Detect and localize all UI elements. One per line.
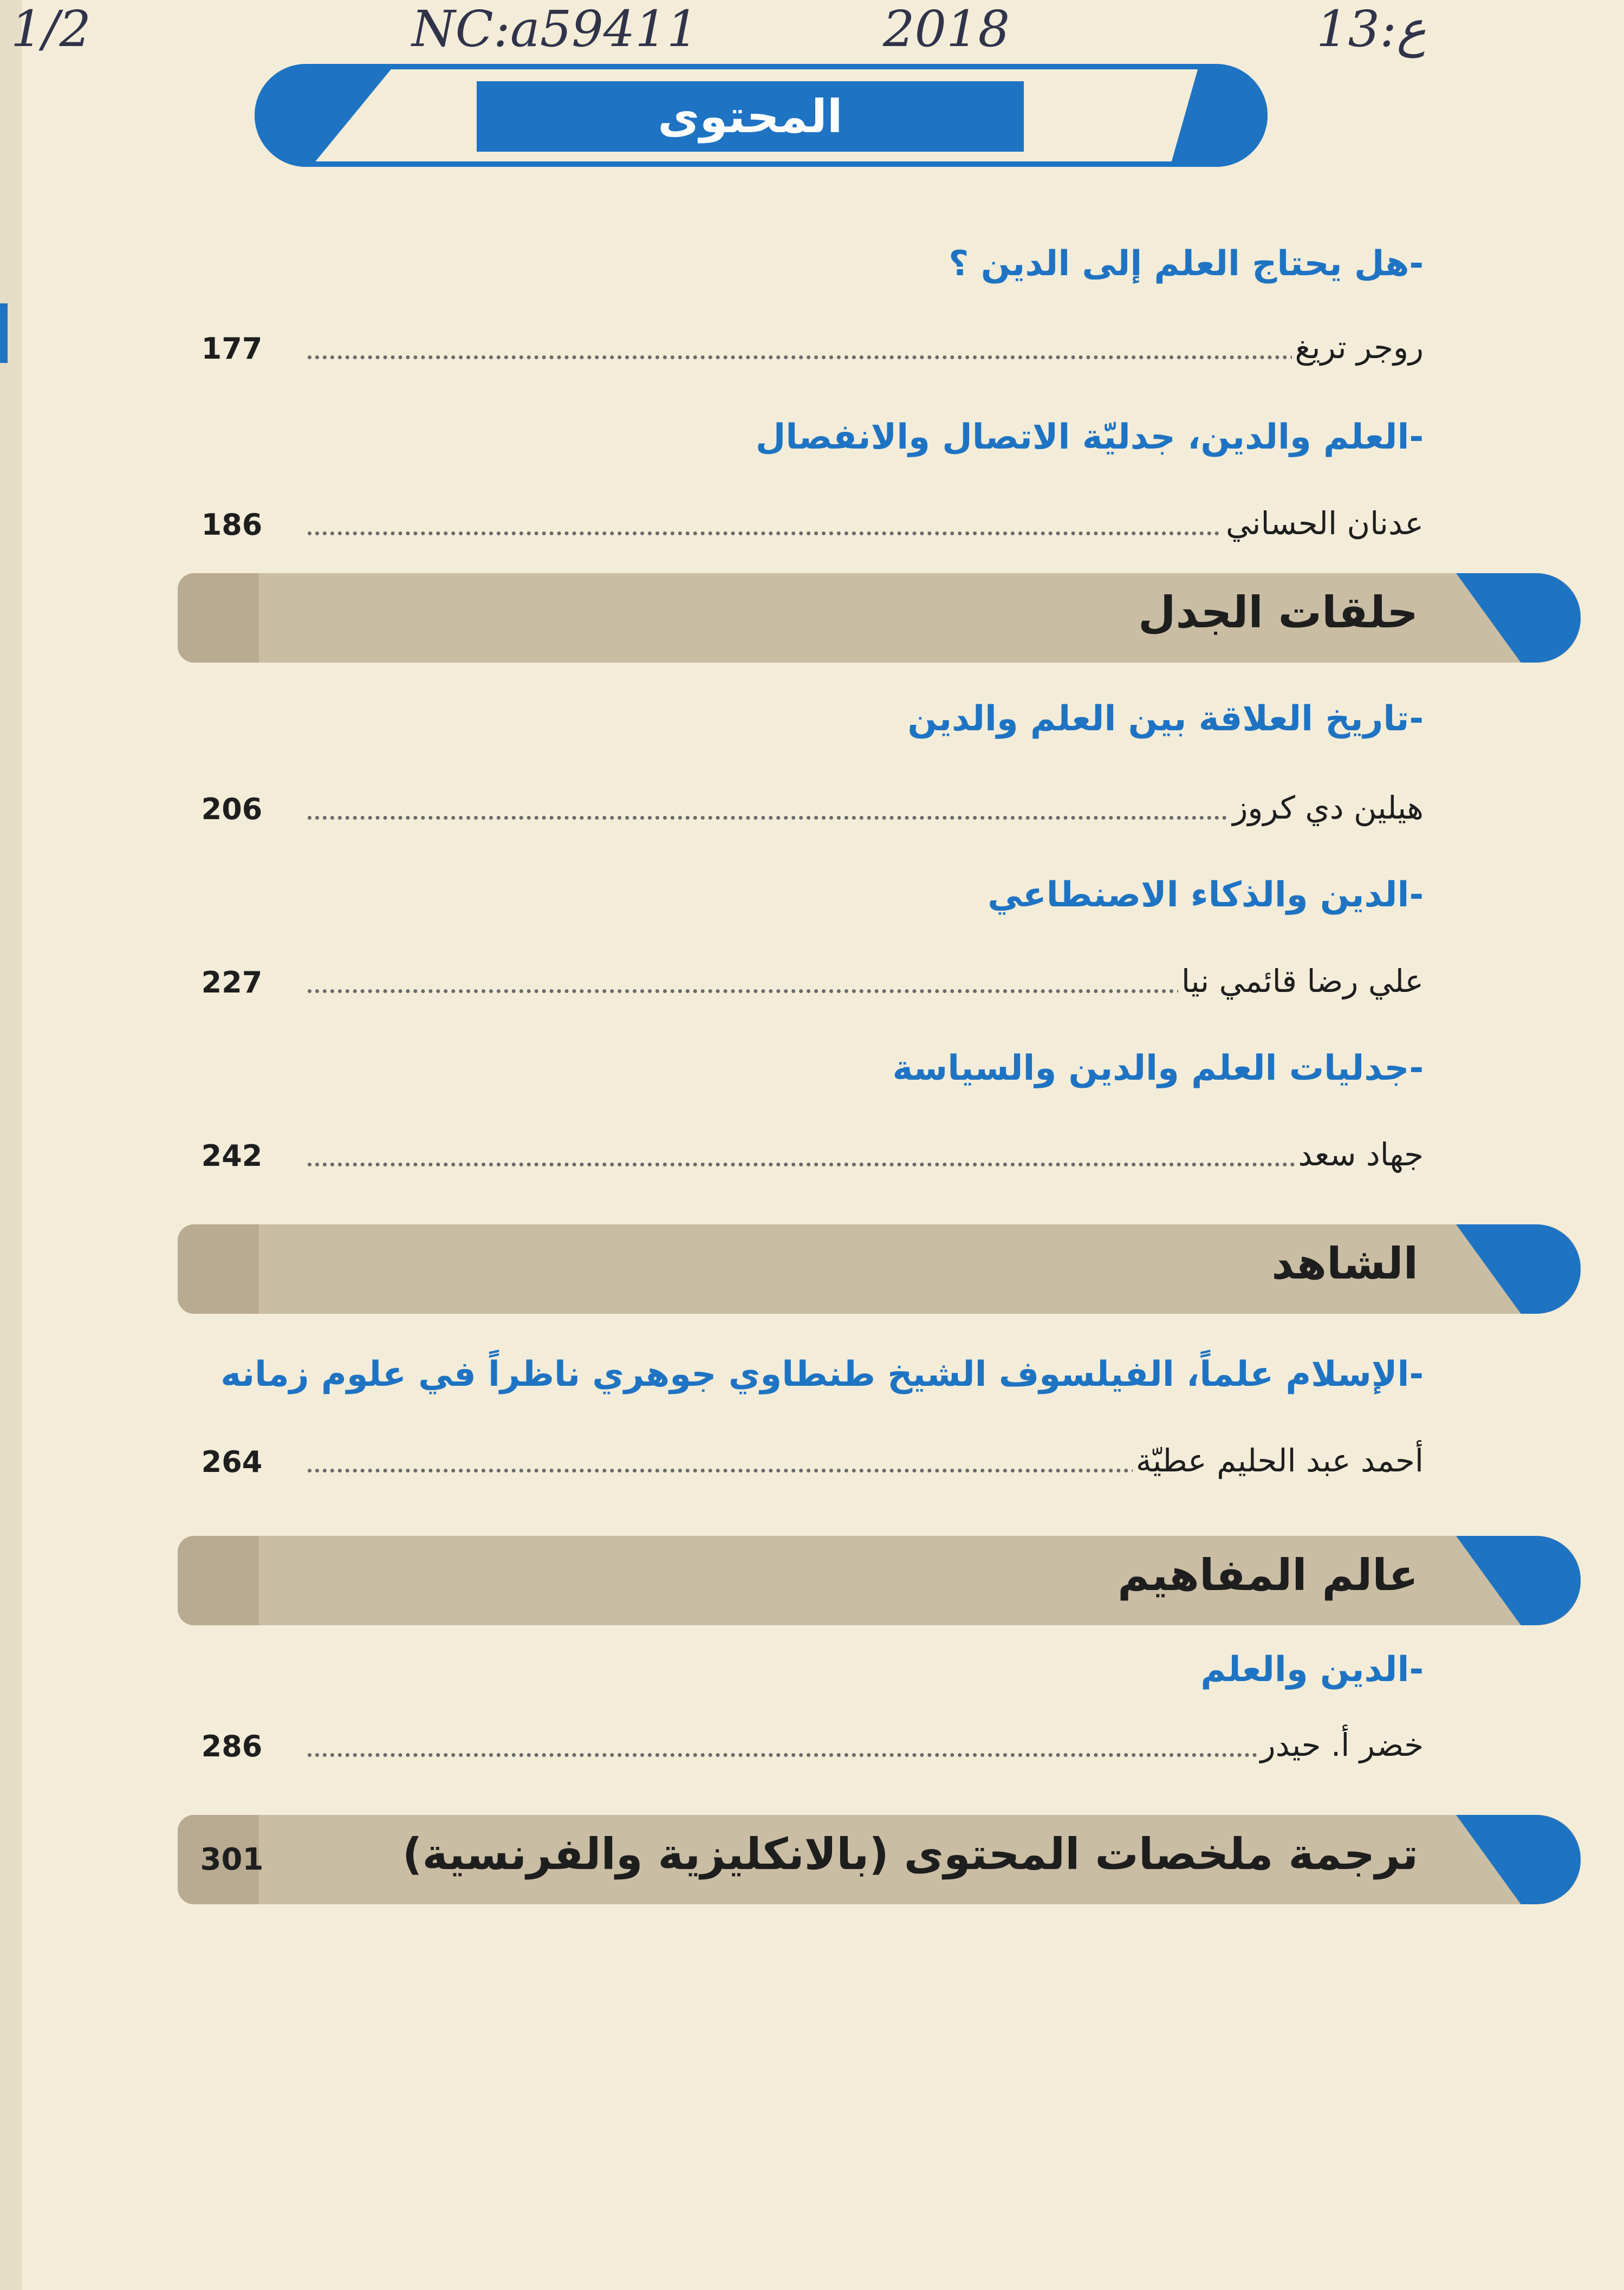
entry-author: جهاد سعد [1295, 1136, 1424, 1173]
edge-mark [0, 303, 8, 363]
contents-header [255, 64, 1268, 172]
entry-page-number: 177 [201, 332, 263, 366]
toc-entry-author-row [194, 1135, 1424, 1173]
header-band [477, 81, 1024, 152]
entry-title: -الإسلام علماً، الفيلسوف الشيخ طنطاوي جوهري ناظراً في علوم زمانه [220, 1354, 1424, 1394]
entry-page-number: 227 [201, 965, 263, 1000]
entry-title: -تاريخ العلاقة بين العلم والدين [907, 699, 1424, 739]
section-bar[interactable] [178, 573, 1581, 663]
entry-author: علي رضا قائمي نيا [1178, 963, 1424, 1000]
entry-page-number: 286 [201, 1729, 263, 1763]
handwritten-code: 13:ع [1316, 0, 1426, 58]
handwritten-nc-number: NC:a59411 [412, 0, 699, 58]
toc-entry[interactable] [194, 699, 1424, 739]
toc-entry-author-row [194, 504, 1424, 542]
toc-entry[interactable] [194, 1650, 1424, 1690]
leader-dots [308, 1753, 1424, 1757]
leader-dots [308, 1163, 1424, 1166]
section-bar[interactable] [178, 1536, 1581, 1625]
entry-page-number: 242 [201, 1139, 263, 1173]
entry-author: خضر أ. حيدر [1257, 1727, 1424, 1763]
entry-title: -هل يحتاج العلم إلى الدين ؟ [949, 244, 1424, 284]
entry-author: أحمد عبد الحليم عطيّة [1133, 1442, 1424, 1479]
section-title: ترجمة ملخصات المحتوى (بالانكليزية والفرنسية) [402, 1829, 1418, 1879]
section-bar[interactable] [178, 1224, 1581, 1314]
entry-title: -جدليات العلم والدين والسياسة [892, 1048, 1424, 1088]
section-bar[interactable] [178, 1815, 1581, 1904]
leader-dots [308, 355, 1424, 359]
section-title: الشاهد [1271, 1238, 1418, 1289]
entry-page-number: 186 [201, 508, 263, 542]
toc-entry-author-row [194, 962, 1424, 1000]
toc-entry[interactable] [194, 1354, 1424, 1394]
entry-author: روجر تريغ [1292, 329, 1424, 366]
section-page-number: 301 [200, 1842, 264, 1877]
handwritten-year: 2018 [883, 0, 1010, 58]
toc-entry[interactable] [194, 1048, 1424, 1088]
entry-author: عدنان الحساني [1223, 505, 1424, 542]
entry-title: -الدين والذكاء الاصنطاعي [988, 875, 1424, 915]
toc-entry-author-row [194, 1441, 1424, 1479]
toc-entry-author-row [194, 788, 1424, 826]
toc-entry-author-row [194, 1725, 1424, 1763]
entry-title: -العلم والدين، جدليّة الاتصال والانفصال [755, 417, 1424, 457]
handwritten-page-note: 1/2 [11, 0, 92, 58]
toc-entry[interactable] [194, 417, 1424, 457]
section-title: حلقات الجدل [1138, 587, 1418, 638]
entry-title: -الدين والعلم [1200, 1650, 1424, 1690]
toc-entry[interactable] [194, 244, 1424, 284]
toc-entry[interactable] [194, 875, 1424, 915]
entry-page-number: 264 [201, 1445, 263, 1479]
section-title: عالم المفاهيم [1118, 1550, 1418, 1600]
entry-author: هيلين دي كروز [1229, 789, 1424, 826]
toc-entry-author-row [194, 328, 1424, 366]
entry-page-number: 206 [201, 792, 263, 826]
page-title: المحتوى [658, 90, 843, 143]
